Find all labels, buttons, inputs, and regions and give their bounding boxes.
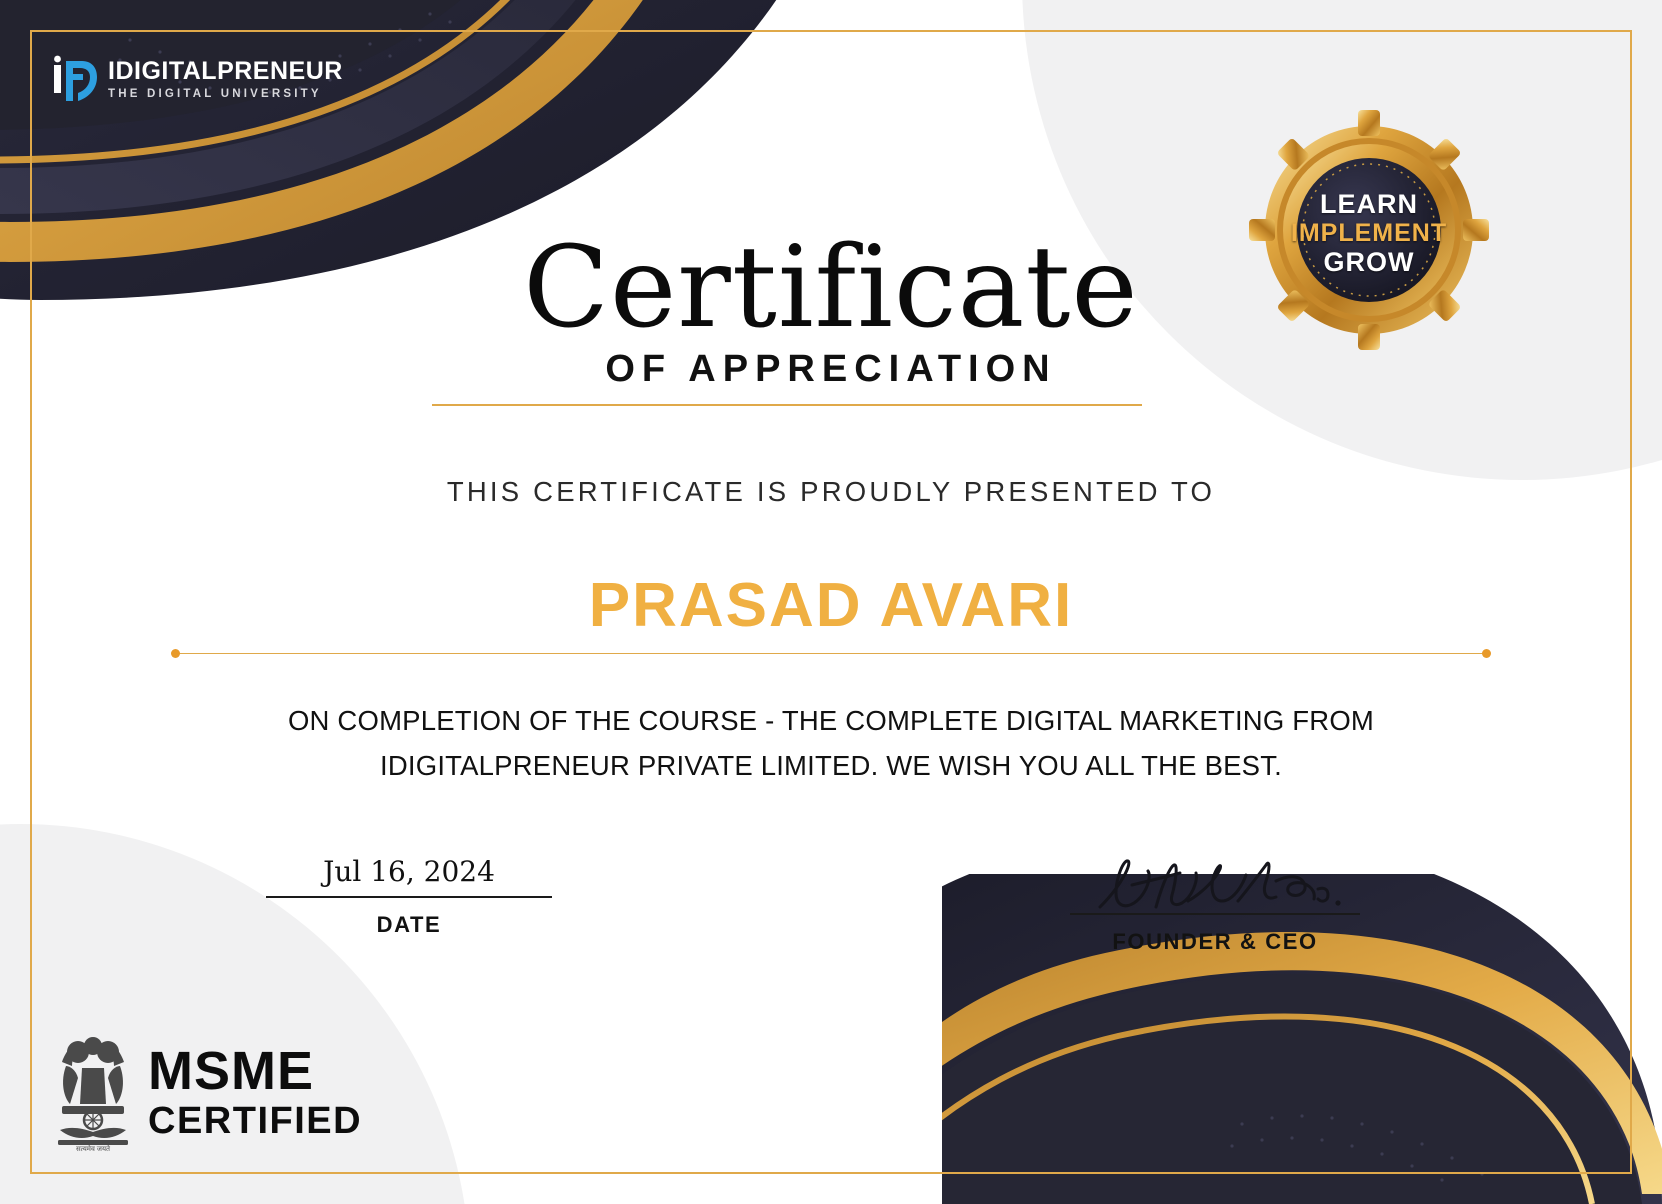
svg-text:सत्यमेव जयते: सत्यमेव जयते: [75, 1146, 111, 1152]
recipient-divider: [175, 653, 1487, 654]
india-state-emblem-icon: [52, 1032, 134, 1152]
handwritten-signature-icon: [1070, 855, 1360, 917]
title-divider: [432, 404, 1142, 406]
seal-line-1: LEARN: [1320, 188, 1418, 219]
certificate-subtitle: OF APPRECIATION: [605, 348, 1057, 390]
brand-logo: [52, 55, 343, 105]
date-block: [266, 855, 552, 938]
gold-wax-seal-icon: [1244, 108, 1494, 358]
ceo-block: [1070, 855, 1360, 955]
page-title: Certificate: [523, 223, 1139, 353]
msme-certified-badge: [52, 1032, 362, 1152]
recipient-name: PRASAD AVARI: [588, 571, 1074, 640]
idp-monogram-icon: [52, 55, 98, 105]
seal-line-2: IMPLEMENT: [1290, 218, 1448, 247]
ceo-label: FOUNDER & CEO: [1112, 929, 1318, 954]
date-label: DATE: [376, 912, 442, 937]
seal-line-3: GROW: [1323, 247, 1415, 278]
logo-tagline: THE DIGITAL UNIVERSITY: [108, 88, 322, 101]
date-value: Jul 16, 2024: [323, 855, 495, 888]
date-signature-line: [266, 896, 552, 898]
msme-label: MSME: [148, 1041, 314, 1101]
certificate-body-text: ON COMPLETION OF THE COURSE - THE COMPLETE DIGITAL MARKETING FROM IDIGITALPRENEUR PRIVATE LIMITED. WE WISH YOU ALL THE BEST.: [287, 705, 1375, 782]
logo-name: IDIGITALPRENEUR: [108, 57, 343, 86]
presented-to-label: THIS CERTIFICATE IS PROUDLY PRESENTED TO: [446, 476, 1216, 507]
certified-label: CERTIFIED: [148, 1100, 363, 1142]
